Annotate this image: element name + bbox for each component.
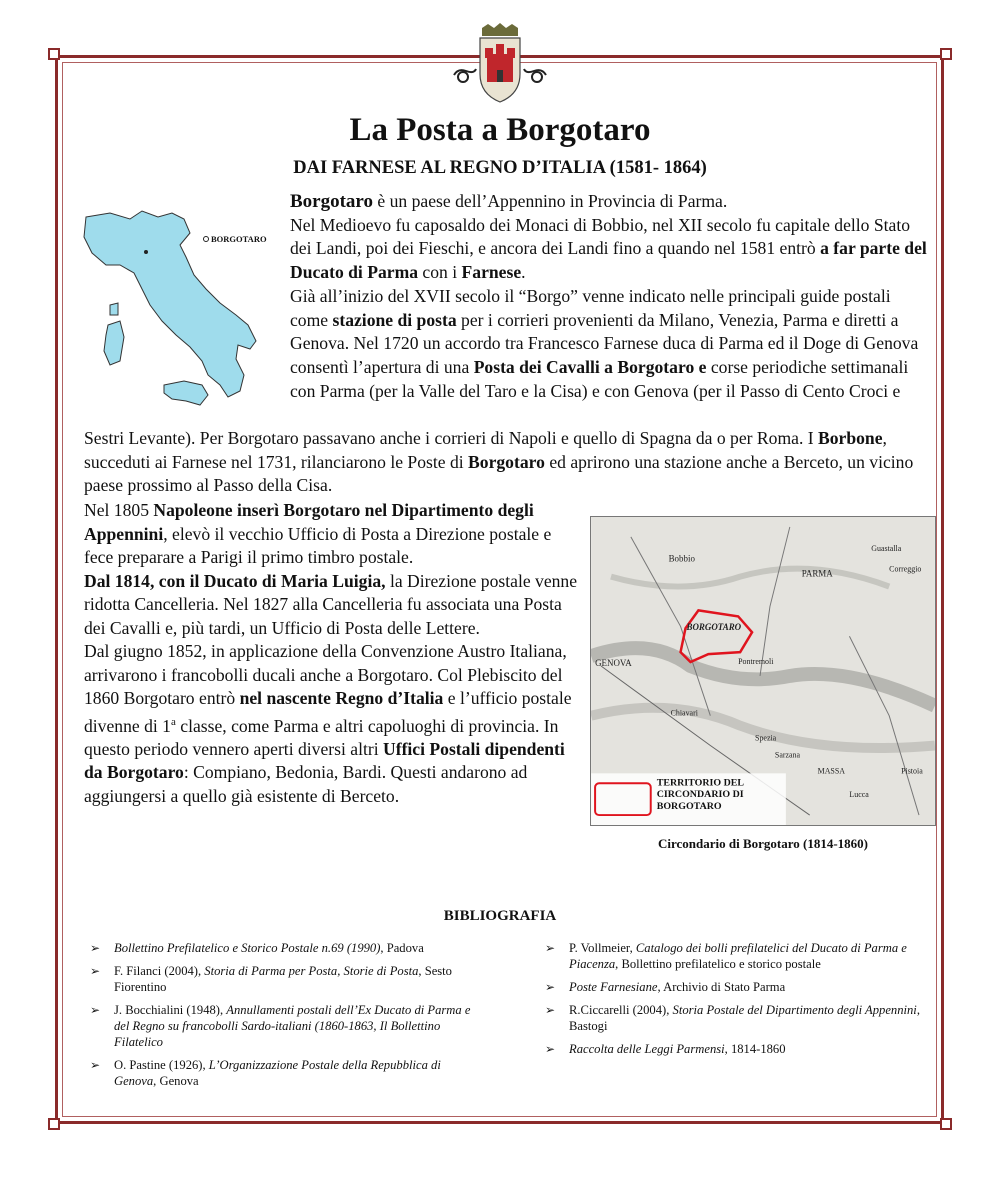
bullet-arrow-icon: ➢ bbox=[90, 1058, 101, 1072]
bold-span: Farnese bbox=[461, 262, 522, 283]
bold-span: stazione di posta bbox=[332, 309, 457, 330]
bibliography-item bbox=[541, 979, 941, 995]
bibliography-work-title: Poste Farnesiane bbox=[569, 980, 658, 994]
superscript: a bbox=[170, 715, 176, 728]
map-place-label: Guastalla bbox=[871, 543, 902, 553]
frame-corner bbox=[48, 48, 60, 60]
text-span: , elevò il vecchio Ufficio di Posta a Direzione postale e fece preparare a Parigi il primo timbro postale. bbox=[84, 523, 552, 567]
text-span: : Compiano, Bedonia, Bardi. Questi andarono ad aggiungersi a quello già esistente di Berceto. bbox=[84, 762, 528, 806]
frame-corner bbox=[940, 48, 952, 60]
bullet-arrow-icon: ➢ bbox=[545, 1003, 556, 1017]
bibliography-item bbox=[86, 1002, 486, 1050]
text-span: Dal giugno 1852, in applicazione della Convenzione Austro Italiana, arrivarono i francobolli ducali anche a Borgotaro. Col Plebiscito del 1860 Borgotaro entrò bbox=[84, 641, 567, 708]
bullet-arrow-icon: ➢ bbox=[545, 941, 556, 955]
bibliography-work-title: Bollettino Prefilatelico e Storico Postale n.69 (1990) bbox=[114, 941, 381, 955]
text-span: corse periodiche settimanali con Parma (per la Valle del Taro e la Cisa) e con Genova (per il Passo di Cento Croci e bbox=[290, 356, 909, 401]
text-span: Sestri Levante). Per Borgotaro passavano anche i corrieri di Napoli e quello di Spagna da o per Roma. I bbox=[84, 428, 818, 448]
italy-map bbox=[80, 205, 270, 435]
bullet-arrow-icon: ➢ bbox=[90, 941, 101, 955]
bold-span: Posta dei Cavalli a Borgotaro e bbox=[473, 356, 707, 377]
map-caption: Circondario di Borgotaro (1814-1860) bbox=[657, 836, 869, 851]
map-place-label: Bobbio bbox=[668, 553, 695, 564]
bibliography-left bbox=[86, 940, 486, 1096]
text-span: è un paese dell’Appennino in Provincia di Parma. bbox=[373, 191, 728, 211]
text-span: , succeduti ai Farnese nel 1731, rilanciarono le Poste di bbox=[84, 428, 887, 472]
bullet-arrow-icon: ➢ bbox=[545, 980, 556, 994]
bold-span: Dal 1814, con il Ducato di Maria Luigia, bbox=[84, 570, 386, 591]
text-span: e l’ufficio postale divenne di 1 bbox=[84, 688, 572, 736]
map-legend: TERRITORIO DEL CIRCONDARIO DI BORGOTARO bbox=[656, 777, 744, 813]
text-span: Già all’inizio del XVII secolo il “Borgo” venne indicato nelle principali guide postali come bbox=[290, 285, 891, 330]
map-place-label: Chiavari bbox=[670, 708, 698, 718]
circondario-map bbox=[590, 516, 936, 826]
frame-corner bbox=[940, 1118, 952, 1130]
history-paragraph bbox=[84, 427, 934, 498]
intro-paragraph bbox=[290, 190, 930, 403]
text-span: Nel Medioevo fu caposaldo dei Monaci di Bobbio, nel XII secolo fu capitale dello Stato dei Landi, poi dei Fieschi, e ancora dei Landi fino a quando nel 1581 entrò bbox=[290, 214, 911, 259]
post-horn-icon bbox=[522, 66, 548, 84]
bibliography-title: BIBLIOGRAFIA bbox=[443, 908, 557, 924]
bibliography-publisher: , Padova bbox=[380, 941, 424, 955]
bold-span: nel nascente Regno d’Italia bbox=[239, 688, 444, 708]
bibliography-author: R.Ciccarelli (2004), bbox=[569, 1003, 673, 1017]
bibliography-author: O. Pastine (1926), bbox=[114, 1058, 209, 1072]
bibliography-publisher: , Sesto Fiorentino bbox=[114, 964, 452, 994]
bibliography-item bbox=[86, 963, 486, 995]
page-title: La Posta a Borgotaro bbox=[349, 112, 651, 148]
text-span: con i bbox=[418, 262, 462, 283]
bibliography-publisher: , Bastogi bbox=[569, 1003, 920, 1033]
map-place-label: Pontremoli bbox=[738, 657, 774, 667]
bibliography-work-title: L’Organizzazione Postale della Repubblica di Genova bbox=[114, 1058, 441, 1088]
text-span: per i corrieri provenienti da Milano, Venezia, Parma e diretti a Genova. Nel 1720 un accordo tra Francesco Farnese duca di Parma ed il Doge di Genova consentì l’apertura di una bbox=[290, 309, 919, 377]
map-place-label: Lucca bbox=[849, 790, 869, 800]
bibliography-item bbox=[86, 1057, 486, 1089]
text-span: Nel 1805 bbox=[84, 500, 154, 520]
bibliography-author: J. Bocchialini (1948), bbox=[114, 1003, 227, 1017]
bibliography-work-title: Annullamenti postali dell’Ex Ducato di Parma e del Regno su francobolli Sardo-italiani (1860-1863, Il Bollettino Filatelico bbox=[114, 1003, 471, 1049]
map-place-label: BORGOTARO bbox=[686, 622, 742, 633]
text-span: . bbox=[521, 262, 526, 283]
bibliography-author: P. Vollmeier, bbox=[569, 941, 636, 955]
bibliography-publisher: , Archivio di Stato Parma bbox=[657, 980, 786, 994]
borgotaro-map-label: BORGOTARO bbox=[211, 234, 267, 244]
map-place-label: Spezia bbox=[755, 733, 777, 743]
borgotaro-bold: Borgotaro bbox=[290, 191, 374, 212]
bold-span: a far parte del Ducato di Parma bbox=[290, 238, 927, 283]
bibliography-publisher: , 1814-1860 bbox=[724, 1042, 786, 1056]
bibliography-right bbox=[541, 940, 941, 1064]
page-subtitle: DAI FARNESE AL REGNO D’ITALIA (1581- 1864) bbox=[293, 158, 707, 178]
map-place-label: MASSA bbox=[817, 766, 846, 776]
text-span: ed aprirono una stazione anche a Berceto, un vicino paese prossimo al Passo della Cisa. bbox=[84, 451, 914, 496]
post-horn-icon bbox=[452, 66, 478, 84]
bibliography-work-title: Raccolta delle Leggi Parmensi bbox=[569, 1042, 725, 1056]
bibliography-work-title: Catalogo dei bolli prefilatelici del Ducato di Parma e Piacenza bbox=[569, 941, 907, 971]
map-place-label: GENOVA bbox=[595, 658, 632, 669]
bold-span: Napoleone inserì Borgotaro nel Dipartimento degli Appennini bbox=[84, 500, 534, 544]
bold-span: Borbone bbox=[818, 428, 883, 448]
map-place-label: Correggio bbox=[889, 564, 922, 574]
bibliography-item bbox=[541, 940, 941, 972]
bibliography-publisher: , Genova bbox=[153, 1074, 199, 1088]
bibliography-work-title: Storia Postale del Dipartimento degli Appennini bbox=[672, 1003, 917, 1017]
bibliography-item bbox=[86, 940, 486, 956]
bibliography-item bbox=[541, 1041, 941, 1057]
borgotaro-crest-icon bbox=[470, 22, 530, 104]
map-place-label: Sarzana bbox=[774, 750, 801, 760]
bullet-arrow-icon: ➢ bbox=[90, 964, 101, 978]
bullet-arrow-icon: ➢ bbox=[545, 1042, 556, 1056]
bibliography-work-title: Storia di Parma per Posta, Storie di Posta bbox=[204, 964, 419, 978]
text-span: classe, come Parma e altri capoluoghi di provincia. In questo periodo vennero aperti diversi altri bbox=[84, 715, 559, 759]
text-span: la Direzione postale venne ridotta Cancelleria. Nel 1827 alla Cancelleria fu associata una Posta dei Cavalli e, più tardi, un Ufficio di Posta delle Lettere. bbox=[84, 570, 578, 638]
bullet-arrow-icon: ➢ bbox=[90, 1003, 101, 1017]
bold-span: Uffici Postali dipendenti da Borgotaro bbox=[84, 738, 565, 783]
bibliography-item bbox=[541, 1002, 941, 1034]
bold-span: Borgotaro bbox=[468, 451, 545, 472]
frame-corner bbox=[48, 1118, 60, 1130]
map-place-label: PARMA bbox=[801, 568, 833, 579]
bibliography-author: F. Filanci (2004), bbox=[114, 964, 205, 978]
napoleon-paragraph bbox=[84, 499, 584, 808]
map-place-label: Pistoia bbox=[901, 766, 923, 776]
bibliography-publisher: , Bollettino prefilatelico e storico postale bbox=[615, 957, 821, 971]
